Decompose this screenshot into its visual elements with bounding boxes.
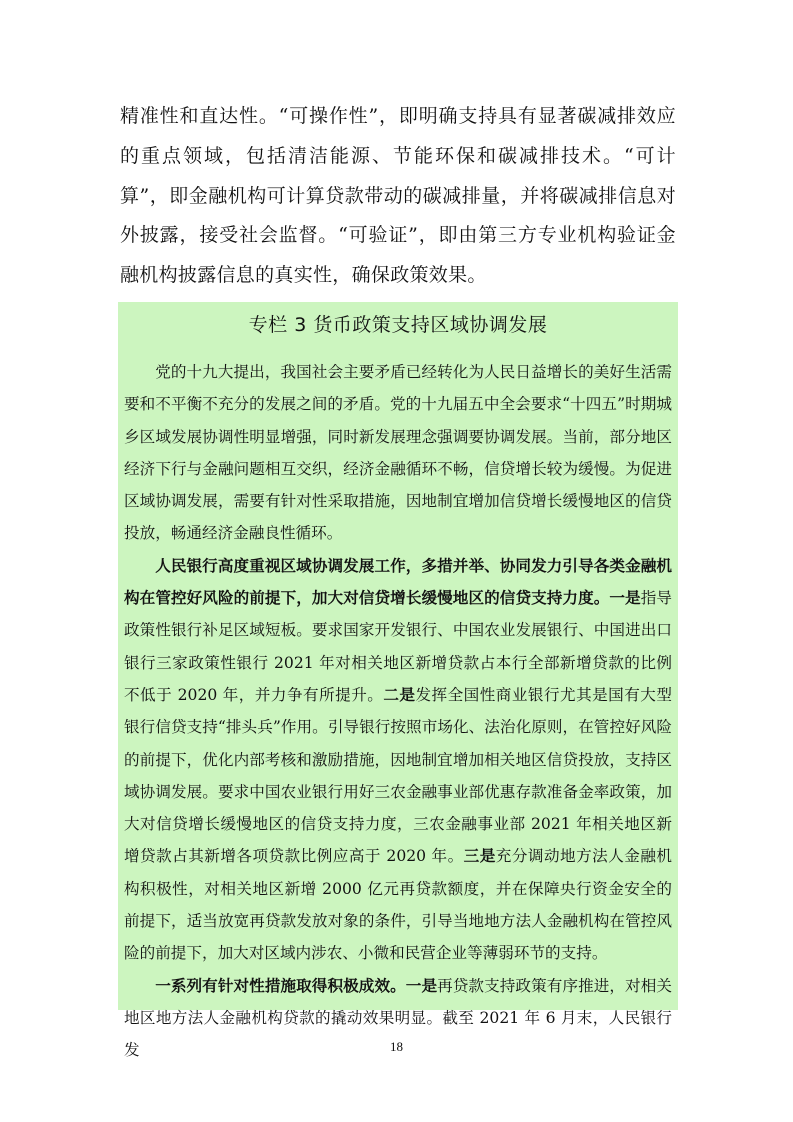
intro-section: [120, 97, 676, 296]
point-1-text: 指导政策性银行补足区域短板。要求国家开发银行、中国农业发展银行、中国进出口银行三家政策性银行 2021 年对相关地区新增贷款占本行全部新增贷款的比例不低于 2020 年，并力争有所提升。: [124, 589, 672, 704]
point-3-label: 三是: [463, 847, 496, 866]
point-3-text: 充分调动地方法人金融机构积极性，对相关地区新增 2000 亿元再贷款额度，并在保障央行资金安全的前提下，适当放宽再贷款发放对象的条件，引导当地地方法人金融机构在管控风险的前提下，加大对区域内涉农、小微和民营企业等薄弱环节的支持。: [124, 847, 672, 963]
point-2-text: 发挥全国性商业银行尤其是国有大型银行信贷支持“排头兵”作用。引导银行按照市场化、法治化原则，在管控好风险的前提下，优化内部考核和激励措施，因地制宜增加相关地区信贷投放，支持区域协调发展。要求中国农业银行用好三农金融事业部优惠存款准备金率政策，加大对信贷增长缓慢地区的信贷支持力度，三农金融事业部 2021 年相关地区新增贷款占其新增各项贷款比例应高于 2020 年。: [124, 685, 672, 866]
point-1-label: 一是: [609, 589, 641, 608]
point-2-label: 二是: [383, 685, 416, 704]
column-paragraph-2: [124, 550, 672, 970]
result-1-text: 再贷款支持政策有序推进，对相关地区地方法人金融机构贷款的撬动效果明显。截至 2021 年 6 月末，人民银行发: [124, 976, 672, 1060]
page-number: 18: [390, 1039, 403, 1054]
paragraph-3-lead: 一系列有针对性措施取得积极成效。: [155, 976, 406, 995]
result-1-label: 一是: [405, 976, 438, 995]
intro-paragraph: 精准性和直达性。“可操作性”，即明确支持具有显著碳减排效应的重点领域，包括清洁能源、节能环保和碳减排技术。“可计算”，即金融机构可计算贷款带动的碳减排量，并将碳减排信息对外披露，接受社会监督。“可验证”，即由第三方专业机构验证金融机构披露信息的真实性，确保政策效果。: [120, 105, 676, 287]
column-title: 专栏 3 货币政策支持区域协调发展: [248, 314, 548, 336]
column-paragraph-1: 党的十九大提出，我国社会主要矛盾已经转化为人民日益增长的美好生活需要和不平衡不充分的发展之间的矛盾。党的十九届五中全会要求“十四五”时期城乡区域发展协调性明显增强，同时新发展理念强调要协调发展。当前，部分地区经济下行与金融问题相互交织，经济金融循环不畅，信贷增长较为缓慢。为促进区域协调发展，需要有针对性采取措施，因地制宜增加信贷增长缓慢地区的信贷投放，畅通经济金融良性循环。: [124, 363, 672, 543]
paragraph-2-lead: 人民银行高度重视区域协调发展工作，多措并举、协同发力引导各类金融机构在管控好风险的前提下，加大对信贷增长缓慢地区的信贷支持力度。: [124, 556, 672, 608]
